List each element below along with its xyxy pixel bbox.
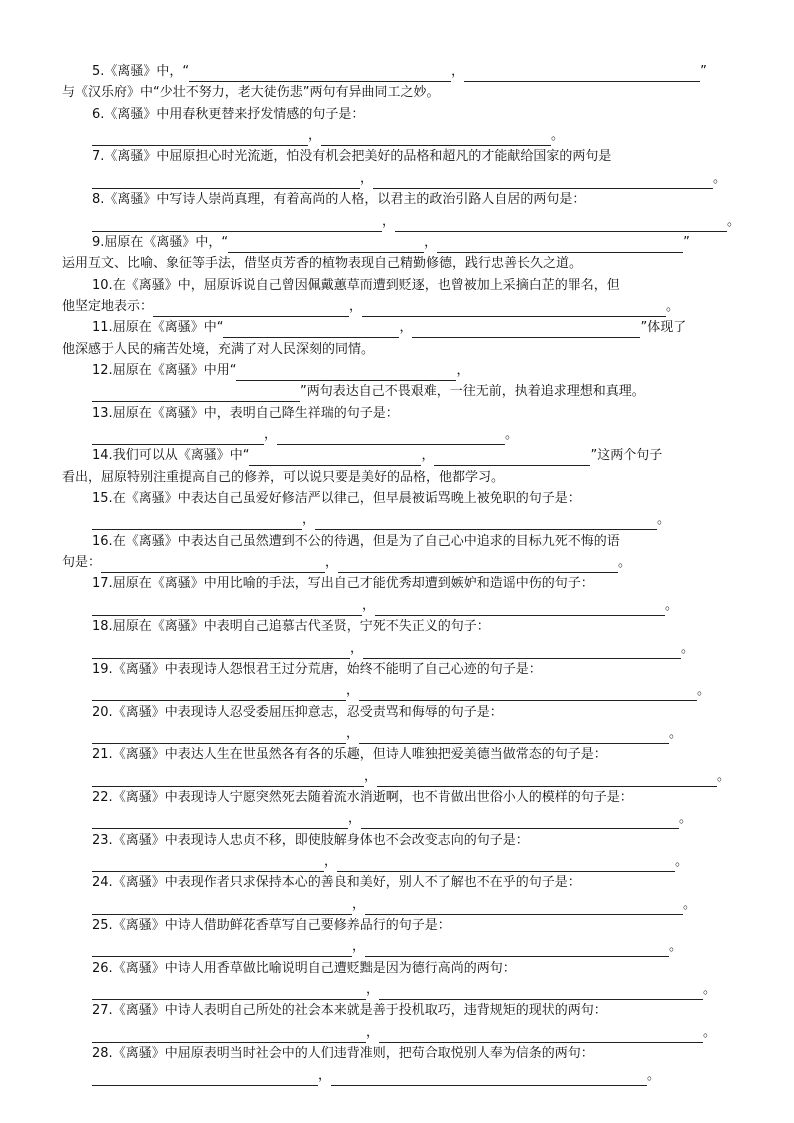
separator-comma: ，	[349, 298, 363, 314]
separator-comma: ，	[325, 555, 339, 570]
question-line	[92, 532, 620, 552]
question-number: 9.	[92, 234, 105, 250]
question-continuation-line	[92, 126, 564, 146]
answer-blank[interactable]	[249, 450, 421, 466]
answer-blank[interactable]	[92, 856, 324, 872]
answer-blank[interactable]	[236, 365, 456, 381]
line-ending: ”两句表达自己不畏艰难，一往无前，执着追求理想和真理。	[300, 384, 645, 400]
separator-comma: ，	[308, 128, 322, 144]
answer-blank[interactable]	[228, 237, 424, 253]
separator-comma: ，	[366, 982, 380, 998]
question-continuation-line	[62, 297, 679, 317]
answer-blank[interactable]	[92, 173, 360, 189]
answer-blank[interactable]	[92, 1027, 366, 1043]
answer-blank[interactable]	[359, 728, 669, 744]
question-line	[92, 1001, 607, 1021]
answer-blank[interactable]	[92, 514, 302, 530]
question-line	[92, 574, 594, 594]
question-text: 《离骚》中写诗人崇尚真理，有着高尚的人格，以君主的政治引路人自居的两句是：	[104, 192, 586, 208]
question-line	[92, 660, 542, 680]
question-continuation-line	[92, 852, 688, 872]
question-line	[92, 703, 503, 723]
question-text: 《离骚》中表现诗人忍受委屈压抑意志，忍受责骂和侮辱的句子是：	[112, 704, 503, 720]
question-line	[92, 788, 633, 808]
question-text: 屈原在《离骚》中用“	[112, 362, 237, 378]
line-ending: ”体现了	[640, 320, 687, 336]
answer-blank[interactable]	[92, 130, 308, 146]
answer-blank[interactable]	[277, 429, 505, 445]
question-number: 22.	[92, 789, 113, 805]
line-ending: 。	[551, 128, 565, 144]
answer-blank[interactable]	[92, 941, 352, 957]
question-continuation-line	[92, 724, 682, 744]
question-text: 《离骚》中表现诗人忠贞不移，即使肢解身体也不会改变志向的句子是：	[112, 832, 529, 848]
separator-comma: ，	[352, 939, 366, 955]
answer-blank[interactable]	[434, 450, 590, 466]
question-line	[92, 745, 607, 765]
question-number: 19.	[92, 661, 113, 677]
question-text: 运用互文、比喻、象征等手法，借坚贞芳香的植物表现自己精勤修德，践行忠善长久之道。	[62, 256, 583, 272]
line-ending: 。	[679, 811, 693, 827]
question-number: 23.	[92, 832, 113, 848]
answer-blank[interactable]	[379, 1027, 703, 1043]
separator-comma: ，	[346, 725, 360, 741]
question-text: 句是：	[62, 555, 102, 570]
line-ending: 。	[657, 512, 671, 528]
question-text: 《离骚》中表现作者只求保持本心的善良和美好，别人不了解也不在乎的句子是：	[112, 875, 581, 891]
question-continuation-line	[92, 596, 678, 616]
question-continuation-line	[92, 639, 694, 659]
question-continuation-line	[62, 553, 631, 573]
question-continuation-line	[62, 468, 504, 488]
question-continuation-line	[92, 1066, 660, 1086]
answer-blank[interactable]	[92, 984, 366, 1000]
question-line	[92, 617, 490, 637]
line-ending: 。	[697, 683, 711, 699]
answer-blank[interactable]	[92, 1070, 318, 1086]
question-line	[92, 233, 690, 253]
question-line	[92, 190, 585, 210]
question-continuation-line	[92, 809, 692, 829]
answer-blank[interactable]	[92, 813, 348, 829]
answer-blank[interactable]	[377, 771, 717, 787]
answer-blank[interactable]	[189, 66, 451, 82]
answer-blank[interactable]	[412, 322, 640, 338]
line-ending: 。	[666, 298, 680, 314]
line-ending: ”	[700, 64, 707, 79]
line-ending: 。	[669, 725, 683, 741]
question-continuation-line	[92, 980, 716, 1000]
question-continuation-line	[92, 767, 730, 787]
answer-blank[interactable]	[315, 514, 657, 530]
question-continuation-line	[92, 937, 682, 957]
question-number: 15.	[92, 491, 113, 506]
answer-blank[interactable]	[337, 856, 675, 872]
question-number: 11.	[92, 320, 113, 336]
question-text: 《离骚》中表现诗人怨恨君王过分荒唐，始终不能明了自己心迹的句子是：	[112, 661, 542, 677]
question-number: 6.	[92, 106, 105, 122]
line-ending: 。	[727, 213, 741, 229]
question-text: 《离骚》中诗人用香草做比喻说明自己遭贬黜是因为德行高尚的两句：	[112, 960, 516, 976]
question-continuation-line	[92, 382, 645, 402]
question-number: 16.	[92, 533, 113, 549]
answer-blank[interactable]	[361, 813, 679, 829]
question-continuation-line	[62, 340, 374, 360]
question-continuation-line	[62, 254, 582, 274]
answer-blank[interactable]	[362, 301, 666, 317]
question-continuation-line	[92, 681, 710, 701]
question-line	[92, 831, 529, 851]
separator-comma: ，	[324, 854, 338, 869]
separator-comma: ，	[350, 640, 364, 656]
line-ending: 。	[683, 896, 697, 912]
question-continuation-line	[92, 212, 740, 232]
question-number: 17.	[92, 576, 113, 592]
question-line	[92, 318, 686, 338]
line-ending: 。	[703, 1024, 717, 1040]
answer-blank[interactable]	[365, 899, 683, 915]
question-line	[92, 276, 620, 296]
question-continuation-line	[62, 83, 439, 103]
question-text: 屈原在《离骚》中表明自己追慕古代圣贤，宁死不失正义的句子：	[112, 619, 490, 635]
question-number: 7.	[92, 149, 105, 165]
answer-blank[interactable]	[92, 429, 264, 445]
question-number: 8.	[92, 192, 105, 208]
separator-comma: ，	[421, 448, 435, 464]
separator-comma: ，	[346, 683, 360, 699]
question-text: 《离骚》中表现诗人宁愿突然死去随着流水消逝啊，也不肯做出世俗小人的模样的句子是：	[112, 789, 633, 805]
answer-blank[interactable]	[101, 557, 325, 573]
line-ending: 。	[665, 597, 679, 613]
question-text: 在《离骚》中，屈原诉说自己曾因佩戴蕙草而遭到贬逐，也曾被加上采摘白芷的罪名，但	[112, 277, 620, 293]
answer-blank[interactable]	[321, 130, 551, 146]
question-number: 26.	[92, 960, 113, 976]
question-continuation-line	[92, 425, 518, 445]
question-line	[92, 873, 581, 893]
answer-blank[interactable]	[223, 322, 399, 338]
question-line	[92, 62, 707, 82]
line-ending: ”这两个句子	[590, 448, 663, 464]
question-text: 《离骚》中表达人生在世虽然各有各的乐趣，但诗人唯独把爱美德当做常态的句子是：	[112, 747, 607, 763]
answer-blank[interactable]	[375, 600, 665, 616]
question-line	[92, 147, 611, 167]
question-text: 屈原在《离骚》中，“	[104, 234, 229, 250]
answer-blank[interactable]	[92, 216, 382, 232]
question-number: 24.	[92, 875, 113, 891]
question-number: 27.	[92, 1003, 113, 1019]
answer-blank[interactable]	[379, 984, 703, 1000]
separator-comma: ，	[451, 64, 465, 79]
question-text: 《离骚》中用春秋更替来抒发情感的句子是：	[104, 106, 365, 122]
separator-comma: ，	[302, 512, 316, 528]
question-number: 14.	[92, 448, 113, 464]
question-number: 20.	[92, 704, 113, 720]
question-text: 他坚定地表示：	[62, 298, 154, 314]
question-continuation-line	[92, 1023, 716, 1043]
question-text: 看出，屈原特别注重提高自己的修养，可以说只要是美好的品格，他都学习。	[62, 469, 505, 485]
separator-comma: ，	[362, 597, 376, 613]
separator-comma: ，	[399, 320, 413, 336]
question-text: 《离骚》中屈原表明当时社会中的人们违背准则，把苟合取悦别人奉为信条的两句：	[112, 1046, 594, 1062]
question-continuation-line	[92, 510, 670, 530]
separator-comma: ，	[348, 811, 362, 827]
question-text: 屈原在《离骚》中，表明自己降生祥瑞的句子是：	[112, 405, 399, 421]
line-ending: 。	[647, 1067, 661, 1083]
question-number: 18.	[92, 619, 113, 635]
question-text: 在《离骚》中表达自己虽爱好修洁严以律己，但早晨被诟骂晚上被免职的句子是：	[112, 491, 581, 506]
answer-blank[interactable]	[92, 643, 350, 659]
line-ending: 。	[505, 427, 519, 442]
question-number: 25.	[92, 918, 113, 933]
question-number: 13.	[92, 405, 113, 421]
question-text: 《离骚》中诗人表明自己所处的社会本来就是善于投机取巧，违背规矩的现状的两句：	[112, 1003, 607, 1019]
separator-comma: ，	[366, 1024, 380, 1040]
question-line	[92, 446, 662, 466]
question-line	[92, 959, 516, 979]
separator-comma: ，	[364, 768, 378, 784]
question-text: 与《汉乐府》中“少壮不努力，老大徒伤悲”两句有异曲同工之妙。	[62, 85, 440, 101]
question-number: 12.	[92, 362, 113, 378]
answer-blank[interactable]	[92, 685, 346, 701]
line-ending: 。	[675, 854, 689, 869]
question-line	[92, 361, 469, 381]
question-line	[92, 404, 399, 424]
answer-blank[interactable]	[437, 237, 683, 253]
separator-comma: ，	[456, 362, 470, 378]
separator-comma: ，	[424, 234, 438, 250]
question-text: 在《离骚》中表达自己虽然遭到不公的待遇，但是为了自己心中追求的目标九死不悔的语	[112, 533, 620, 549]
line-ending: 。	[703, 982, 717, 998]
separator-comma: ，	[264, 427, 278, 442]
separator-comma: ，	[352, 896, 366, 912]
answer-blank[interactable]	[363, 643, 681, 659]
line-ending: 。	[618, 555, 632, 570]
question-text: 《离骚》中诗人借助鲜花香草写自己要修养品行的句子是：	[112, 918, 451, 933]
question-text: 他深感于人民的痛苦处境，充满了对人民深刻的同情。	[62, 341, 375, 357]
line-ending: 。	[717, 768, 731, 784]
question-text: 屈原在《离骚》中用比喻的手法，写出自己才能优秀却遭到嫉妒和造谣中伤的句子：	[112, 576, 594, 592]
question-continuation-line	[92, 169, 726, 189]
answer-blank[interactable]	[92, 899, 352, 915]
question-number: 10.	[92, 277, 113, 293]
answer-blank[interactable]	[338, 557, 618, 573]
answer-blank[interactable]	[92, 728, 346, 744]
question-text: 《离骚》中屈原担心时光流逝，怕没有机会把美好的品格和超凡的才能献给国家的两句是	[104, 149, 612, 165]
answer-blank[interactable]	[331, 1070, 647, 1086]
question-line	[92, 916, 451, 936]
answer-blank[interactable]	[153, 301, 349, 317]
answer-blank[interactable]	[92, 386, 300, 402]
separator-comma: ，	[382, 213, 396, 229]
answer-blank[interactable]	[373, 173, 713, 189]
question-number: 28.	[92, 1046, 113, 1062]
answer-blank[interactable]	[464, 66, 700, 82]
question-text: 我们可以从《离骚》中“	[112, 448, 250, 464]
line-ending: 。	[681, 640, 695, 656]
question-number: 5.	[92, 64, 105, 79]
question-line	[92, 489, 581, 509]
answer-blank[interactable]	[92, 771, 364, 787]
question-line	[92, 1044, 594, 1064]
line-ending: 。	[713, 170, 727, 186]
line-ending: ”	[683, 234, 690, 250]
separator-comma: ，	[318, 1067, 332, 1083]
answer-blank[interactable]	[395, 216, 727, 232]
answer-blank[interactable]	[365, 941, 669, 957]
separator-comma: ，	[360, 170, 374, 186]
line-ending: 。	[669, 939, 683, 955]
question-line	[92, 105, 364, 125]
answer-blank[interactable]	[359, 685, 697, 701]
answer-blank[interactable]	[92, 600, 362, 616]
question-number: 21.	[92, 747, 113, 763]
question-continuation-line	[92, 895, 696, 915]
question-text: 屈原在《离骚》中“	[112, 320, 224, 336]
question-text: 《离骚》中，“	[104, 64, 190, 79]
